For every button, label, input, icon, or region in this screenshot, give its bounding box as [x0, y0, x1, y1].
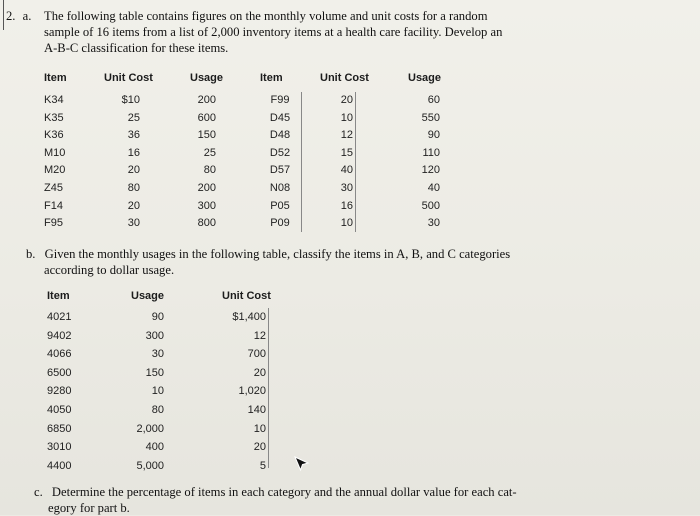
header-unit-cost: Unit Cost [320, 72, 369, 84]
question-c-line-text: Determine the percentage of items in each category and the annual dollar value for each cat- [51, 485, 517, 499]
table-cell-unit-cost: 10 [253, 422, 266, 435]
table-cell-usage: 120 [421, 164, 440, 177]
header-item: Item [260, 72, 283, 84]
table-cell-usage: 80 [151, 404, 164, 416]
table-cell-unit-cost: 16 [340, 199, 353, 212]
table-cell-usage: 5,000 [136, 459, 164, 472]
table-cell-item: D48 [269, 129, 291, 142]
table-cell-item: D52 [269, 146, 291, 159]
question-c-text [34, 484, 594, 516]
table-cell-unit-cost: 700 [247, 348, 266, 361]
question-b-line: according to dollar usage. [44, 263, 175, 277]
question-b-line-text: Given the monthly usages in the following table, classify the items in A, B, and C categories [44, 247, 511, 261]
table-cell-usage: 300 [197, 199, 216, 212]
table-cell-usage: 80 [203, 164, 216, 177]
table-cell-unit-cost: 20 [127, 164, 140, 177]
header-item: Item [44, 72, 67, 84]
table-cell-usage: 30 [427, 217, 440, 230]
table-cell-item: Z45 [44, 182, 63, 194]
table-cell-unit-cost: 20 [340, 94, 353, 106]
table-cell-unit-cost: 12 [340, 129, 353, 142]
part-a-letter: a. [22, 9, 32, 23]
table-cell-usage: 10 [151, 385, 164, 398]
table-cell-item: D57 [269, 164, 291, 177]
table-cell-item: 6500 [47, 366, 72, 379]
mouse-pointer-icon [293, 455, 311, 473]
table-cell-usage: 200 [197, 94, 216, 106]
table-cell-usage: 550 [421, 111, 440, 124]
question-c-line: egory for part b. [48, 501, 130, 515]
table-cell-item: N08 [269, 182, 291, 194]
table-cell-usage: 300 [145, 329, 164, 342]
table-cell-usage: 500 [421, 199, 440, 212]
table-cell-unit-cost: 12 [253, 329, 266, 342]
table-cell-item: M10 [44, 146, 66, 159]
question-a-line: The following table contains figures on the monthly volume and unit costs for a random [44, 9, 488, 23]
table-cell-unit-cost: 20 [127, 199, 140, 212]
table-cell-usage: 800 [197, 217, 216, 230]
table-cell-item: 3010 [47, 441, 72, 454]
header-usage: Usage [408, 72, 442, 84]
question-a-line: sample of 16 items from a list of 2,000 inventory items at a health care facility. Develop an [44, 25, 503, 39]
table-cell-item: 4050 [47, 404, 72, 416]
question-a-line: A-B-C classification for these items. [44, 41, 229, 55]
table-cell-unit-cost: $10 [121, 94, 140, 106]
table-cell-item: D45 [269, 111, 291, 124]
table-cell-usage: 25 [203, 146, 216, 159]
table-cell-unit-cost: 25 [127, 111, 140, 124]
table-cell-unit-cost: 15 [340, 146, 353, 159]
table-cell-item: P09 [270, 217, 290, 230]
table-cell-usage: 110 [422, 146, 440, 159]
table-cell-unit-cost: 30 [127, 217, 140, 230]
table-cell-usage: 400 [145, 441, 164, 454]
table-cell-unit-cost: $1,400 [232, 311, 266, 323]
table-cell-usage: 200 [197, 182, 216, 194]
table-cell-unit-cost: 10 [340, 217, 353, 230]
table-cell-unit-cost: 80 [127, 182, 140, 194]
table-cell-item: K35 [44, 111, 64, 124]
table-cell-item: P05 [270, 199, 290, 212]
table-cell-usage: 40 [427, 182, 440, 194]
header-usage: Usage [190, 72, 224, 84]
table-cell-unit-cost: 1,020 [238, 385, 266, 398]
table-cell-item: K34 [44, 94, 64, 106]
header-item: Item [47, 290, 70, 302]
table-cell-item: 6850 [47, 422, 72, 435]
table-cell-unit-cost: 10 [340, 111, 353, 124]
table-cell-unit-cost: 30 [340, 182, 353, 194]
part-b-letter: b. [26, 247, 36, 261]
table-cell-unit-cost: 140 [247, 404, 266, 416]
column-rule [268, 308, 269, 468]
table-cell-item: F99 [270, 94, 290, 106]
table-cell-item: 4021 [47, 311, 72, 323]
table-cell-unit-cost: 20 [253, 441, 266, 454]
table-cell-item: 9402 [47, 329, 72, 342]
table-cell-item: K36 [44, 129, 64, 142]
table-cell-usage: 60 [427, 94, 440, 106]
question-number-label: 2. [6, 9, 16, 23]
table-cell-unit-cost: 20 [253, 366, 266, 379]
part-c-letter: c. [34, 485, 43, 499]
table-cell-unit-cost: 36 [127, 129, 140, 142]
table-cell-usage: 600 [197, 111, 216, 124]
table-cell-usage: 150 [145, 366, 164, 379]
table-cell-item: F95 [44, 217, 63, 230]
question-c-line [34, 484, 594, 500]
table-cell-item: M20 [44, 164, 66, 177]
table-cell-unit-cost: 16 [127, 146, 140, 159]
table-cell-item: 4400 [47, 459, 72, 472]
table-cell-item: 4066 [47, 348, 72, 361]
table-cell-usage: 30 [151, 348, 164, 361]
header-usage: Usage [131, 290, 165, 302]
table-cell-unit-cost: 5 [259, 459, 266, 472]
table-cell-unit-cost: 40 [340, 164, 353, 177]
table-cell-usage: 90 [151, 311, 164, 323]
table-cell-usage: 150 [197, 129, 216, 142]
header-unit-cost: Unit Cost [104, 72, 153, 84]
table-cell-item: F14 [44, 199, 63, 212]
table-cell-usage: 2,000 [136, 422, 164, 435]
table-cell-item: 9280 [47, 385, 72, 398]
header-unit-cost: Unit Cost [222, 290, 271, 302]
table-cell-usage: 90 [427, 129, 440, 142]
